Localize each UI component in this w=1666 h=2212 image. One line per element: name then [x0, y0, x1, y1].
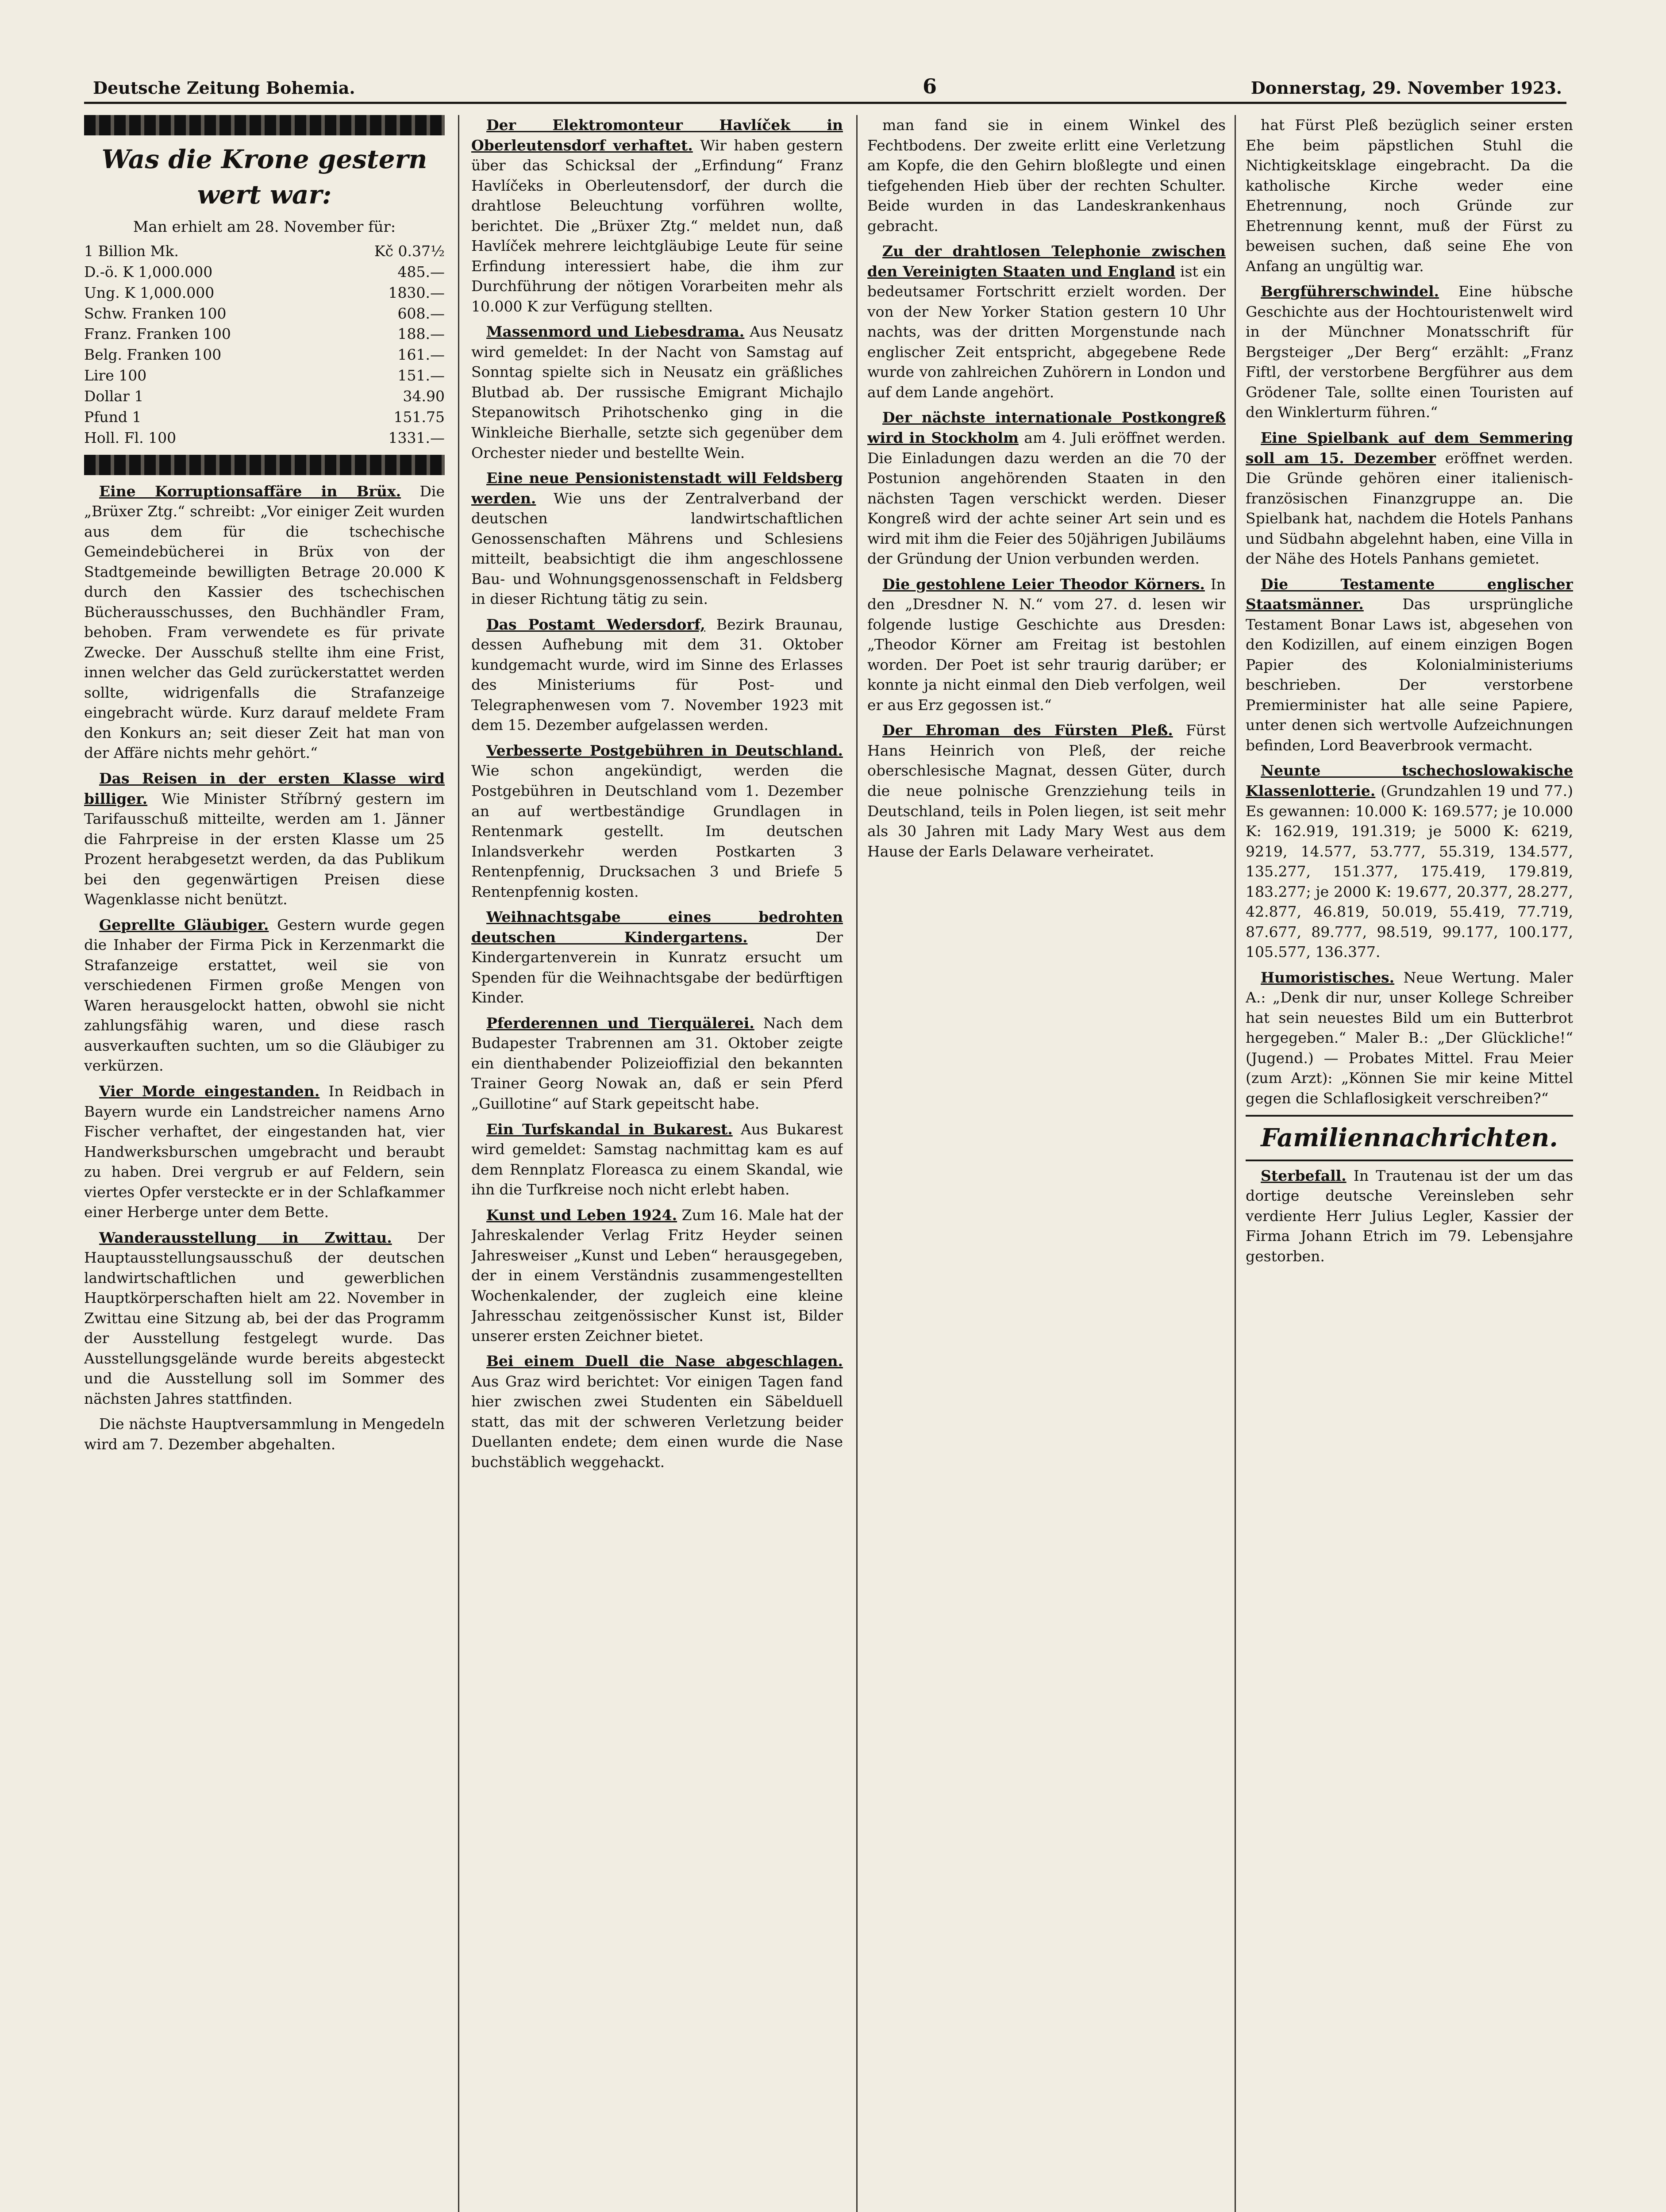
article-heading: Geprellte Gläubiger.	[99, 916, 269, 933]
article-heading: Bergführerschwindel.	[1261, 283, 1439, 300]
article-heading: Sterbefall.	[1261, 1167, 1347, 1184]
article	[1246, 115, 1573, 276]
article-body: In den „Dresdner N. N.“ vom 27. d. lesen wir folgende lustige Geschichte aus Dresden: „Theodor Körner am Freitag ist bestohlen worden. Der Poet ist sehr traurig darüber; er konnte ja nicht einmal den Dieb verfolgen, weil er aus Erz gegossen ist.“	[867, 575, 1226, 714]
article	[471, 1205, 843, 1346]
decorative-bar	[84, 455, 445, 475]
article-body: Fürst Hans Heinrich von Pleß, der reiche oberschlesische Magnat, dessen Güter, durch die neue polnische Grenzziehung teils in Deutschland, teils in Polen liegen, ist seit mehr als 30 Jahren mit Lady Mary West aus dem Hause der Earls Delaware verheiratet.	[867, 722, 1226, 860]
rate-value: Kč 0.37½	[374, 242, 445, 260]
article-body: hat Fürst Pleß bezüglich seiner ersten Ehe beim päpstlichen Stuhl die Nichtigkeitsklage eingebracht. Da die katholische Kirche weder eine Ehetrennung, noch Gründe zur Ehetrennung kennt, muß der Fürst zu beweisen suchen, daß seine Ehe von Anfang an ungültig war.	[1246, 116, 1573, 275]
article	[84, 481, 445, 763]
article-body: Gestern wurde gegen die Inhaber der Firma Pick in Kerzenmarkt die Strafanzeige erstattet, weil sie von verschiedenen Firmen große Mengen von Waren herausgelockt hatten, obwohl sie nicht zahlungsfähig waren, und diese rasch ausverkauften suchten, um so die Gläubiger zu verkürzen.	[84, 916, 445, 1075]
article-heading: Die Testamente englischer Staatsmänner.	[1246, 575, 1573, 613]
article-body: Wie schon angekündigt, werden die Postgebühren in Deutschland vom 1. Dezember an auf wertbeständige Grundlagen in Rentenmark gestellt. Im deutschen Inlandsverkehr werden Postkarten 3 Rentenpfennig, Drucksachen 3 und Briefe 5 Rentenpfennig kosten.	[471, 762, 843, 900]
article	[84, 768, 445, 910]
article-heading: Der Elektromonteur Havlíček in Oberleutensdorf verhaftet.	[471, 116, 843, 154]
article	[471, 1013, 843, 1114]
article-body: Nach dem Budapester Trabrennen am 31. Oktober zeigte ein dienthabender Polizeioffizial den bekannten Trainer Georg Nowak an, daß er sein Pferd „Guillotine“ auf Stark gepeitscht habe.	[471, 1014, 843, 1112]
article	[471, 115, 843, 316]
article-heading: Pferderennen und Tierquälerei.	[486, 1014, 754, 1032]
exchange-rate-row	[84, 241, 445, 262]
masthead	[84, 66, 1566, 104]
article-heading: Eine Korruptionsaffäre in Brüx.	[99, 482, 401, 500]
article-heading: Massenmord und Liebesdrama.	[486, 323, 745, 341]
currency-name: Holl. Fl. 100	[84, 429, 177, 446]
exchange-rate-list	[84, 241, 445, 449]
article-heading: Kunst und Leben 1924.	[486, 1206, 677, 1224]
article	[84, 1228, 445, 1409]
article	[471, 468, 843, 609]
currency-name: Franz. Franken 100	[84, 325, 231, 343]
article-body: Der Hauptausstellungsausschuß der deutschen landwirtschaftlichen und gewerblichen Hauptkörperschaften hielt am 22. November in Zwittau eine Sitzung ab, bei der das Programm der Ausstellung festgelegt wurde. Das Ausstellungsgelände wurde bereits abgesteckt und die Ausstellung soll im Sommer des nächsten Jahres stattfinden.	[84, 1229, 445, 1407]
article	[471, 1119, 843, 1200]
article	[1246, 428, 1573, 569]
exchange-rate-row	[84, 283, 445, 303]
article-heading: Die gestohlene Leier Theodor Körners.	[882, 575, 1205, 593]
article-body: Aus Neusatz wird gemeldet: In der Nacht von Samstag auf Sonntag spielte sich in Neusatz ein gräßliches Blutbad ab. Der russische Emigrant Michajlo Stepanowitsch Prihotschenko ging in die Winkleiche Bierhalle, setzte sich gegenüber dem Orchester nieder und bestellte Wein.	[471, 323, 843, 461]
article-body: Wie Minister Stříbrný gestern im Tarifausschuß mitteilte, werden am 1. Jänner die Fahrpreise in der ersten Klasse um 25 Prozent herabgesetzt werden, da das Publikum bei den gegenwärtigen Preisen diese Wagenklasse nicht benützt.	[84, 790, 445, 908]
article-body: Die „Brüxer Ztg.“ schreibt: „Vor einiger Zeit wurden aus dem für die tschechische Gemeindebücherei in Brüx von der Stadtgemeinde bewilligten Betrage 20.000 K durch den Kassier des tschechischen Bücherausschusses, den Buchhändler Fram, behoben. Fram verwendete es für private Zwecke. Der Ausschuß stellte ihm eine Frist, innen welcher das Geld zurückerstattet werden sollte, widrigenfalls die Strafanzeige eingebracht würde. Kurz darauf meldete Fram den Konkurs an; seit dieser Zeit hat man von der Affäre nichts mehr gehört.“	[84, 482, 445, 762]
article-list	[471, 115, 843, 1472]
article-body: Aus Graz wird berichtet: Vor einigen Tagen fand hier zwischen zwei Studenten ein Säbelduell statt, das mit der schweren Verletzung beider Duellanten endete; dem einen wurde die Nase buchstäblich weggehackt.	[471, 1372, 843, 1471]
article-tail: Die nächste Hauptversammlung in Mengedeln wird am 7. Dezember abgehalten.	[84, 1415, 445, 1453]
currency-name: Belg. Franken 100	[84, 346, 222, 364]
article-body: Das ursprüngliche Testament Bonar Laws ist, abgesehen von den Kodizillen, auf einem einzigen Bogen Papier des Kolonialministeriums beschrieben. Der verstorbene Premierminister hat alle seine Papiere, unter denen sich wertvolle Aufzeichnungen befinden, Lord Beaverbrook vermacht.	[1246, 595, 1573, 754]
rate-value: 161.—	[397, 346, 445, 364]
column-1	[84, 115, 445, 2212]
currency-name: 1 Billion Mk.	[84, 242, 179, 260]
article-body: eröffnet werden. Die Gründe gehören einer italienisch-französischen Finanzgruppe an. Die Spielbank hat, nachdem die Hotels Panhans und Südbahn abgelehnt haben, eine Villa in der Nähe des Hotels Panhans gemietet.	[1246, 449, 1573, 568]
rate-value: 34.90	[403, 387, 445, 405]
article	[84, 915, 445, 1076]
exchange-rate-row	[84, 365, 445, 386]
article	[1246, 574, 1573, 756]
article	[867, 115, 1226, 236]
article	[471, 1351, 843, 1472]
article-body: Eine hübsche Geschichte aus der Hochtouristenwelt wird in der Münchner Monatsschrift für Bergsteiger „Der Berg“ erzählt: „Franz Fiftl, der verstorbene Bergführer aus dem Grödener Tale, sollte einen Touristen auf den Winklerturm führen.“	[1246, 283, 1573, 421]
exchange-box-subtitle: Man erhielt am 28. November für:	[133, 218, 396, 236]
article-heading: Weihnachtsgabe eines bedrohten deutschen Kindergartens.	[471, 908, 843, 946]
article-list	[84, 481, 445, 1409]
article	[84, 1081, 445, 1222]
rate-value: 188.—	[397, 325, 445, 343]
column-3	[867, 115, 1226, 2212]
column-rule	[1235, 115, 1236, 2212]
article-heading: Der Ehroman des Fürsten Pleß.	[882, 722, 1173, 739]
exchange-rate-row	[84, 386, 445, 407]
article-body: Zum 16. Male hat der Jahreskalender Verlag Fritz Heyder seinen Jahresweiser „Kunst und Leben“ herausgegeben, der in einem Verständnis zusammengestellten Wochenkalender, der zugleich eine kleine Jahresschau zeitgenössischer Kunst ist, Bilder unserer ersten Zeichner bietet.	[471, 1206, 843, 1344]
article-heading: Humoristisches.	[1261, 968, 1395, 986]
exchange-rate-row	[84, 262, 445, 283]
article-body: Der Kindergartenverein in Kunratz ersucht um Spenden für die Weihnachtsgabe der bedürftigen Kinder.	[471, 928, 843, 1006]
exchange-rate-row	[84, 428, 445, 449]
article-heading: Der nächste internationale Postkongreß wird in Stockholm	[867, 409, 1226, 446]
article-body: In Trautenau ist der um das dortige deutsche Vereinsleben sehr verdiente Herr Julius Legler, Kassier der Firma Johann Etrich im 79. Lebensjahre gestorben.	[1246, 1167, 1573, 1265]
column-rule	[856, 115, 858, 2212]
article-heading: Eine neue Pensionistenstadt will Feldsberg werden.	[471, 469, 843, 507]
currency-name: Ung. K 1,000.000	[84, 284, 215, 301]
exchange-rate-row	[84, 345, 445, 365]
article-heading: Ein Turfskandal in Bukarest.	[486, 1120, 733, 1138]
paper-name: Deutsche Zeitung Bohemia.	[93, 78, 355, 98]
issue-date: Donnerstag, 29. November 1923.	[1250, 78, 1562, 98]
article	[471, 741, 843, 902]
article-heading: Neunte tschechoslowakische Klassenlotterie.	[1246, 762, 1573, 799]
article-body: ist ein bedeutsamer Fortschritt erzielt worden. Der von der New Yorker Station gestern 10 Uhr nachts, was der dritten Morgenstunde nach englischer Zeit entspricht, abgegebene Rede wurde von zahlreichen Zuhörern in London und auf dem Lande angehört.	[867, 262, 1226, 401]
article-list	[1246, 115, 1573, 1109]
exchange-rate-row	[84, 324, 445, 345]
article-body: (Grundzahlen 19 und 77.) Es gewannen: 10.000 K: 169.577; je 10.000 K: 162.919, 191.319; je 5000 K: 6219, 9219, 14.577, 53.777, 55.319, 134.577, 135.277, 151.377, 175.419, 179.819, 183.277; je 2000 K: 19.677, 20.377, 28.277, 42.877, 46.819, 50.019, 55.419, 77.719, 87.677, 89.777, 98.519, 99.177, 100.177, 105.577, 136.377.	[1246, 782, 1573, 961]
exchange-box-title: Was die Krone gestern wert war:	[101, 144, 427, 210]
currency-name: Lire 100	[84, 367, 147, 384]
article-heading: Vier Morde eingestanden.	[99, 1082, 320, 1100]
article-body: Wie uns der Zentralverband der deutschen landwirtschaftlichen Genossenschaften Mährens und Schlesiens mitteilt, beabsichtigt die ihm angeschlossene Bau- und Wohnungsgenossenschaft in Feldsberg in dieser Richtung tätig zu sein.	[471, 489, 843, 608]
column-2	[471, 115, 843, 2212]
rate-value: 1830.—	[388, 284, 445, 301]
rate-value: 151.75	[393, 408, 445, 426]
article	[471, 322, 843, 463]
article	[1246, 1166, 1573, 1267]
article-list	[867, 115, 1226, 861]
article	[867, 407, 1226, 568]
article-heading: Das Reisen in der ersten Klasse wird billiger.	[84, 770, 445, 807]
article	[867, 720, 1226, 861]
article-heading: Verbesserte Postgebühren in Deutschland.	[486, 741, 843, 759]
article	[867, 241, 1226, 402]
page-number: 6	[923, 74, 937, 98]
article	[471, 907, 843, 1008]
article-heading: Bei einem Duell die Nase abgeschlagen.	[486, 1352, 843, 1370]
article	[867, 574, 1226, 715]
exchange-rate-row	[84, 407, 445, 428]
currency-name: Pfund 1	[84, 408, 142, 426]
article-body: In Reidbach in Bayern wurde ein Landstreicher namens Arno Fischer verhaftet, der eingestanden hat, vier Handwerksburschen umgebracht und beraubt zu haben. Drei vergrub er auf Feldern, sein viertes Opfer versteckte er in der Schlafkammer einer Herberge unter dem Bette.	[84, 1082, 445, 1221]
article-body: Aus Bukarest wird gemeldet: Samstag nachmittag kam es auf dem Rennplatz Floreasca zu einem Skandal, wie ihn die Turfkreise noch nicht erlebt haben.	[471, 1120, 843, 1198]
article-body: Wir haben gestern über das Schicksal der „Erfindung“ Franz Havlíčeks in Oberleutensdorf, der durch die drahtlose Beleuchtung vorführen wollte, berichtet. Die „Brüxer Ztg.“ meldet nun, daß Havlíček mehrere leichtgläubige Leute für seine Erfindung interessiert habe, die ihm zur Durchführung der nötigen Vorarbeiten mehr als 10.000 K zur Verfügung stellten.	[471, 136, 843, 315]
exchange-rate-row	[84, 303, 445, 324]
decorative-bar	[84, 115, 445, 135]
article-body: Bezirk Braunau, dessen Aufhebung mit dem 31. Oktober kundgemacht wurde, wird im Sinne des Erlasses des Ministeriums für Post- und Telegraphenwesen vom 7. November 1923 mit dem 15. Dezember aufgelassen werden.	[471, 615, 843, 734]
article-heading: Das Postamt Wedersdorf,	[486, 615, 705, 633]
article	[471, 614, 843, 735]
currency-name: Schw. Franken 100	[84, 304, 227, 322]
rate-value: 485.—	[397, 263, 445, 280]
rate-value: 151.—	[397, 367, 445, 384]
column-rule	[458, 115, 459, 2212]
rate-value: 608.—	[397, 304, 445, 322]
currency-name: D.-ö. K 1,000.000	[84, 263, 213, 280]
article	[1246, 281, 1573, 422]
article	[1246, 968, 1573, 1109]
currency-name: Dollar 1	[84, 387, 144, 405]
article-body: am 4. Juli eröffnet werden. Die Einladungen dazu werden an die 70 der Postunion angehörenden Staaten in den nächsten Tagen verschickt werden. Dieser Kongreß wird der achte seiner Art sein und es wird mit ihm die Feier des 50jährigen Jubiläums der Gründung der Union verbunden werden.	[867, 429, 1226, 568]
column-4	[1246, 115, 1573, 2212]
article-body: Neue Wertung. Maler A.: „Denk dir nur, unser Kollege Schreiber hat sein neuestes Bild um ein Butterbrot hergegeben.“ Maler B.: „Der Glückliche!“ (Jugend.) — Probates Mittel. Frau Meier (zum Arzt): „Können Sie mir keine Mittel gegen die Schlaflosigkeit verschreiben?“	[1246, 968, 1573, 1107]
article-heading: Eine Spielbank auf dem Semmering soll am 15. Dezember	[1246, 429, 1573, 467]
article-heading: Wanderausstellung in Zwittau.	[99, 1229, 392, 1246]
article-body: man fand sie in einem Winkel des Fechtbodens. Der zweite erlitt eine Verletzung am Kopfe, die den Gehirn bloßlegte und einen tiefgehenden Hieb über der rechten Schulter. Beide wurden in das Landeskrankenhaus gebracht.	[867, 116, 1226, 234]
article	[1246, 760, 1573, 962]
rate-value: 1331.—	[388, 429, 445, 446]
article-heading: Zu der drahtlosen Telephonie zwischen den Vereinigten Staaten und England	[867, 242, 1226, 280]
family-news-heading: Familiennachrichten.	[1246, 1115, 1573, 1161]
